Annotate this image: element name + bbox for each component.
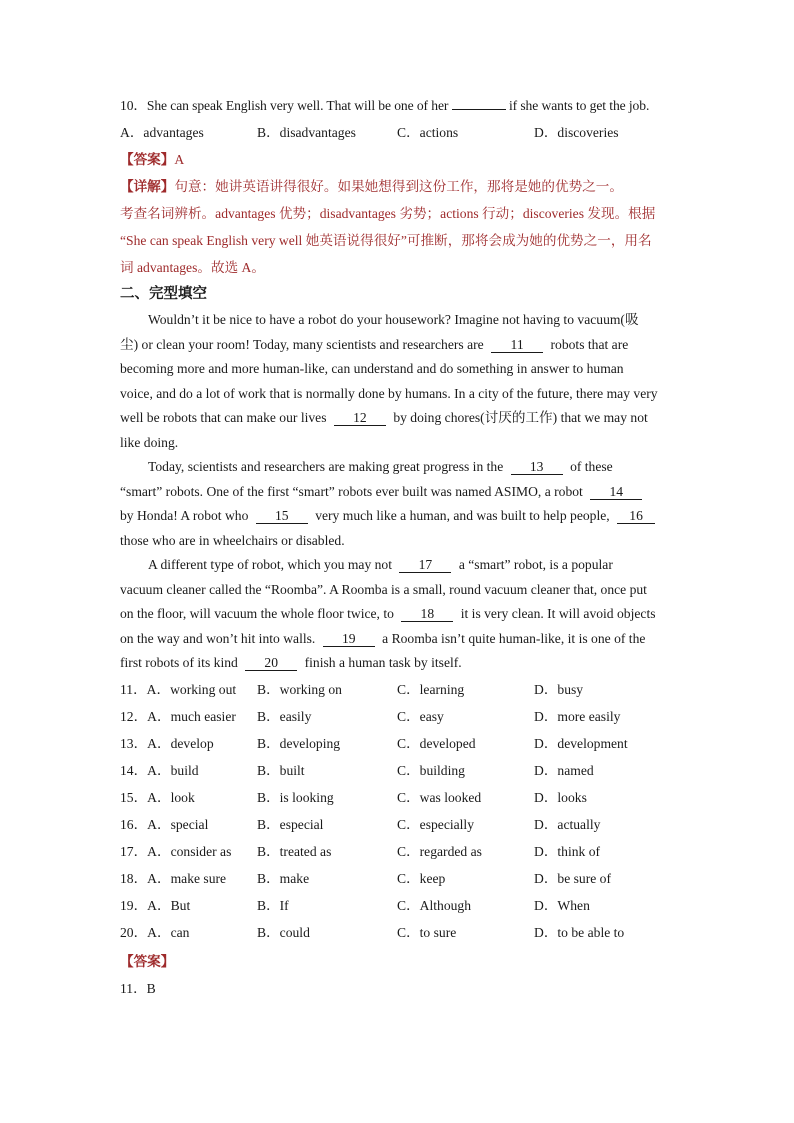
blank-19: 19 <box>323 632 375 647</box>
blank-15: 15 <box>256 509 308 524</box>
passage-paragraph-3: A different type of robot, which you may not 17 a “smart” robot, is a popular vacuum cleaner called the “Roomba”. A Roomba is a small, round vacuum cleaner that, once put on the floor, will vacuum the whole floor twice, to 18 it is very clean. It will avoid objects on the way and won’t hit into walls. 19 a Roomba isn’t quite human-like, it is one of the first robots of its kind 20 finish a human task by itself. <box>120 557 656 670</box>
question-13-options: 13．A．develop B．developing C．developed D．development <box>120 735 628 751</box>
question-10-answer <box>120 146 676 173</box>
answer-letter: A <box>174 152 185 167</box>
blank-18: 18 <box>401 607 453 622</box>
question-10-stem-start: 10．She can speak English very well. That will be one of her <box>120 98 449 113</box>
option-c: C．actions <box>397 125 459 140</box>
blank-14: 14 <box>590 485 642 500</box>
question-19-options: 19．A．But B．If C．Although D．When <box>120 897 590 913</box>
question-20-options: 20．A．can B．could C．to sure D．to be able to <box>120 924 625 940</box>
detail-line-2: 考查名词辨析。advantages 优势；disadvantages 劣势；actions 行动；discoveries 发现。根据 <box>120 206 656 221</box>
passage-paragraph-2: Today, scientists and researchers are making great progress in the 13 of these “smart” robots. One of the first “smart” robots ever built was named ASIMO, a robot 14 by Honda! A robot who 15 very much like a human, and was built to help people, 16 those who are in wheelchairs or disabled. <box>120 455 676 553</box>
question-10-stem-end: if she wants to get the job. <box>508 98 650 113</box>
question-10-options <box>120 119 676 146</box>
blank-12: 12 <box>334 411 386 426</box>
blank-17: 17 <box>399 558 451 573</box>
detail-line-4: 词 advantages。故选 A。 <box>120 260 265 275</box>
passage-paragraph-1: Wouldn’t it be nice to have a robot do your housework? Imagine not having to vacuum(吸 尘) or clean your room! Today, many scientists and researchers are 11 robots that are becoming more and more human-like, can understand and do something in answer to human voice, and do a lot of work that is normally done by humans. In a city of the future, there may very well be robots that can make our lives 12 by doing chores(讨厌的工作) that we may not like doing. <box>120 312 658 450</box>
question-10-detail <box>120 173 676 281</box>
question-options-list <box>120 676 676 946</box>
section-title: 二、完型填空 <box>120 286 207 302</box>
question-11-options: 11．A．working out B．working on C．learning D．busy <box>120 681 584 697</box>
option-b: B．disadvantages <box>257 125 356 140</box>
question-15-options: 15．A．look B．is looking C．was looked D．looks <box>120 789 587 805</box>
blank-13: 13 <box>511 460 563 475</box>
question-12-options: 12．A．much easier B．easily C．easy D．more easily <box>120 708 621 724</box>
blank-16: 16 <box>617 509 655 524</box>
blank-11: 11 <box>491 338 543 353</box>
detail-line-3: “She can speak English very well 她英语说得很好”可推断，那将会成为她的优势之一，用名 <box>120 233 652 248</box>
question-18-options: 18．A．make sure B．make C．keep D．be sure of <box>120 870 612 886</box>
question-17-options: 17．A．consider as B．treated as C．regarded as D．think of <box>120 843 601 859</box>
question-16-options: 16．A．special B．especial C．especially D．actually <box>120 816 601 832</box>
final-answer-11: 11．B <box>120 980 156 996</box>
answer-tag: 【答案】 <box>120 152 175 167</box>
blank-20: 20 <box>245 656 297 671</box>
detail-tag: 【详解】 <box>120 179 175 194</box>
document-page <box>120 92 676 1002</box>
option-d: D．discoveries <box>534 125 619 140</box>
question-14-options: 14．A．build B．built C．building D．named <box>120 762 594 778</box>
question-10-blank <box>452 95 506 110</box>
detail-line-1: 句意：她讲英语讲得很好。如果她想得到这份工作，那将是她的优势之一。 <box>174 179 623 194</box>
question-10-stem <box>120 92 676 119</box>
option-a: A．advantages <box>120 125 204 140</box>
final-answer-tag: 【答案】 <box>120 953 175 969</box>
